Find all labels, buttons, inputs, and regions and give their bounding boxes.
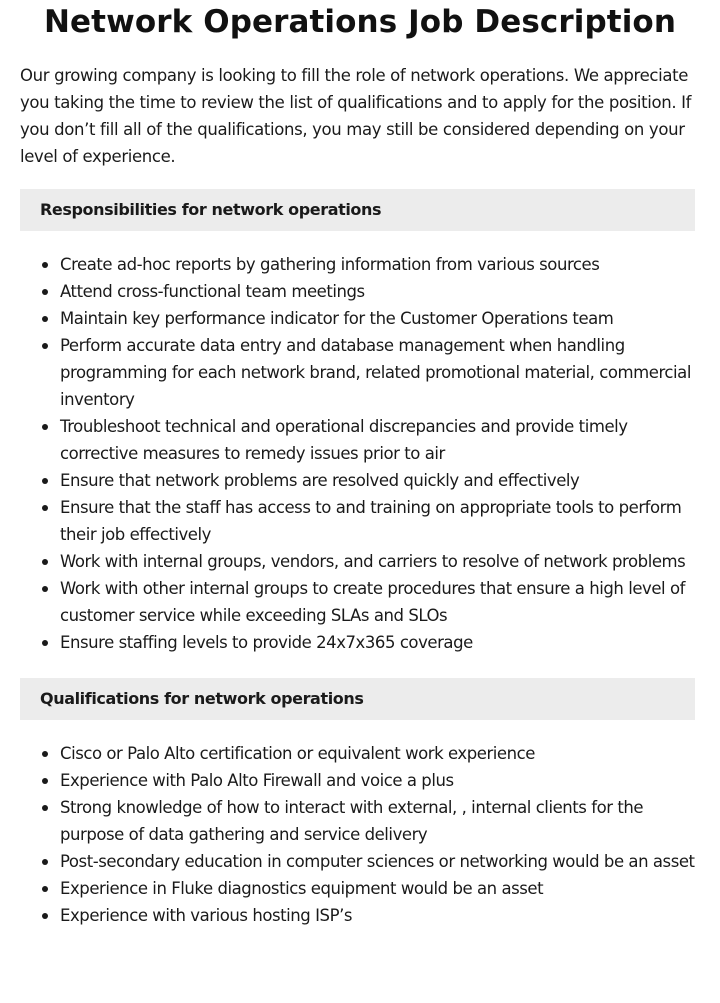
bullet-icon [42, 640, 48, 646]
list-item [20, 848, 695, 875]
list-item [20, 332, 695, 413]
list-item-text: Maintain key performance indicator for the Customer Operations team [60, 309, 614, 328]
list-item-text: Perform accurate data entry and database management when handling programming for each network brand, related promotional material, commercial inventory [60, 336, 691, 409]
list-item-text: Strong knowledge of how to interact with external, , internal clients for the purpose of data gathering and service delivery [60, 798, 644, 844]
bullet-icon [42, 289, 48, 295]
list-item [20, 740, 695, 767]
bullet-icon [42, 805, 48, 811]
list-item [20, 413, 695, 467]
intro-paragraph: Our growing company is looking to fill the role of network operations. We appreciate you taking the time to review the list of qualifications and to apply for the position. If you don’t fill all of the qualifications, you may still be considered depending on your level of experience. [20, 66, 692, 166]
bullet-icon [42, 343, 48, 349]
list-item-text: Ensure staffing levels to provide 24x7x365 coverage [60, 633, 473, 652]
bullet-icon [42, 316, 48, 322]
bullet-icon [42, 559, 48, 565]
bullet-icon [42, 859, 48, 865]
qualifications-heading: Qualifications for network operations [20, 678, 695, 720]
bullet-icon [42, 886, 48, 892]
list-item-text: Ensure that the staff has access to and training on appropriate tools to perform their job effectively [60, 498, 682, 544]
list-item [20, 629, 695, 656]
list-item [20, 494, 695, 548]
list-item [20, 278, 695, 305]
list-item-text: Work with other internal groups to create procedures that ensure a high level of customer service while exceeding SLAs and SLOs [60, 579, 685, 625]
list-item-text: Troubleshoot technical and operational discrepancies and provide timely corrective measures to remedy issues prior to air [60, 417, 628, 463]
list-item-text: Experience in Fluke diagnostics equipment would be an asset [60, 879, 544, 898]
bullet-icon [42, 913, 48, 919]
list-item [20, 794, 695, 848]
bullet-icon [42, 586, 48, 592]
bullet-icon [42, 262, 48, 268]
list-item [20, 305, 695, 332]
list-item [20, 251, 695, 278]
list-item-text: Attend cross-functional team meetings [60, 282, 365, 301]
list-item-text: Experience with Palo Alto Firewall and voice a plus [60, 771, 454, 790]
list-item [20, 575, 695, 629]
list-item [20, 902, 695, 929]
list-item [20, 767, 695, 794]
list-item [20, 875, 695, 902]
responsibilities-heading: Responsibilities for network operations [20, 189, 695, 231]
list-item-text: Create ad-hoc reports by gathering information from various sources [60, 255, 600, 274]
page-title: Network Operations Job Description [44, 4, 676, 40]
list-item-text: Post-secondary education in computer sciences or networking would be an asset [60, 852, 695, 871]
bullet-icon [42, 778, 48, 784]
bullet-icon [42, 478, 48, 484]
list-item-text: Work with internal groups, vendors, and carriers to resolve of network problems [60, 552, 686, 571]
list-item-text: Experience with various hosting ISP’s [60, 906, 353, 925]
list-item [20, 548, 695, 575]
bullet-icon [42, 424, 48, 430]
list-item-text: Cisco or Palo Alto certification or equivalent work experience [60, 744, 535, 763]
bullet-icon [42, 751, 48, 757]
list-item-text: Ensure that network problems are resolved quickly and effectively [60, 471, 580, 490]
qualifications-list [20, 740, 695, 929]
list-item [20, 467, 695, 494]
bullet-icon [42, 505, 48, 511]
responsibilities-list [20, 251, 695, 656]
